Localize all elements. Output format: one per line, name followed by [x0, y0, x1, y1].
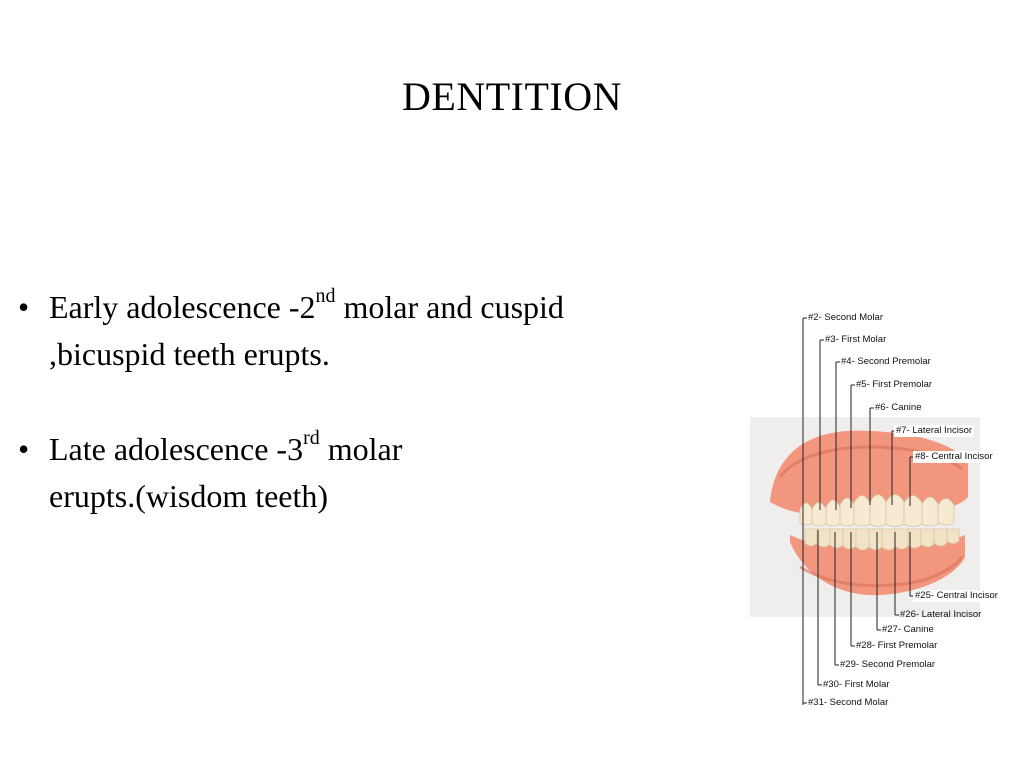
bullet-text-line1: [49, 285, 564, 325]
label-first-molar-upper: #3- First Molar: [825, 334, 887, 345]
label-first-premolar-upper: #5- First Premolar: [856, 379, 933, 390]
ordinal-suffix: nd: [315, 285, 336, 308]
label-lateral-incisor-upper: #7- Lateral Incisor: [896, 425, 973, 436]
label-central-incisor-lower: #25- Central Incisor: [915, 590, 998, 601]
bullet-text-line1: [49, 427, 403, 467]
ordinal-suffix: rd: [303, 427, 320, 450]
bullet-text: molar: [319, 431, 403, 467]
bullet-late-adolescence: [18, 426, 718, 520]
label-second-molar-upper: #2- Second Molar: [808, 312, 883, 323]
label-second-molar-lower: #31- Second Molar: [808, 697, 889, 708]
bullet-text: Late adolescence -3: [49, 431, 304, 467]
label-second-premolar-lower: #29- Second Premolar: [840, 659, 936, 670]
label-first-molar-lower: #30- First Molar: [823, 679, 890, 690]
slide-title: DENTITION: [402, 74, 622, 119]
bullet-symbol: •: [18, 289, 30, 325]
label-first-premolar-lower: #28- First Premolar: [856, 640, 938, 651]
label-lateral-incisor-lower: #26- Lateral Incisor: [900, 609, 982, 620]
label-second-premolar-upper: #4- Second Premolar: [841, 356, 931, 367]
bullet-text: molar and cuspid: [335, 289, 564, 325]
dentition-diagram: [750, 300, 1010, 720]
label-central-incisor-upper: #8- Central Incisor: [915, 451, 993, 462]
bullet-text: Early adolescence -2: [49, 289, 316, 325]
bullet-text-line2: erupts.(wisdom teeth): [49, 478, 329, 514]
bullet-early-adolescence: [18, 284, 718, 378]
bullet-symbol: •: [18, 431, 30, 467]
bullet-list: [18, 284, 718, 568]
bullet-text-line2: ,bicuspid teeth erupts.: [49, 336, 330, 372]
label-canine-upper: #6- Canine: [875, 402, 922, 413]
label-canine-lower: #27- Canine: [882, 624, 934, 635]
